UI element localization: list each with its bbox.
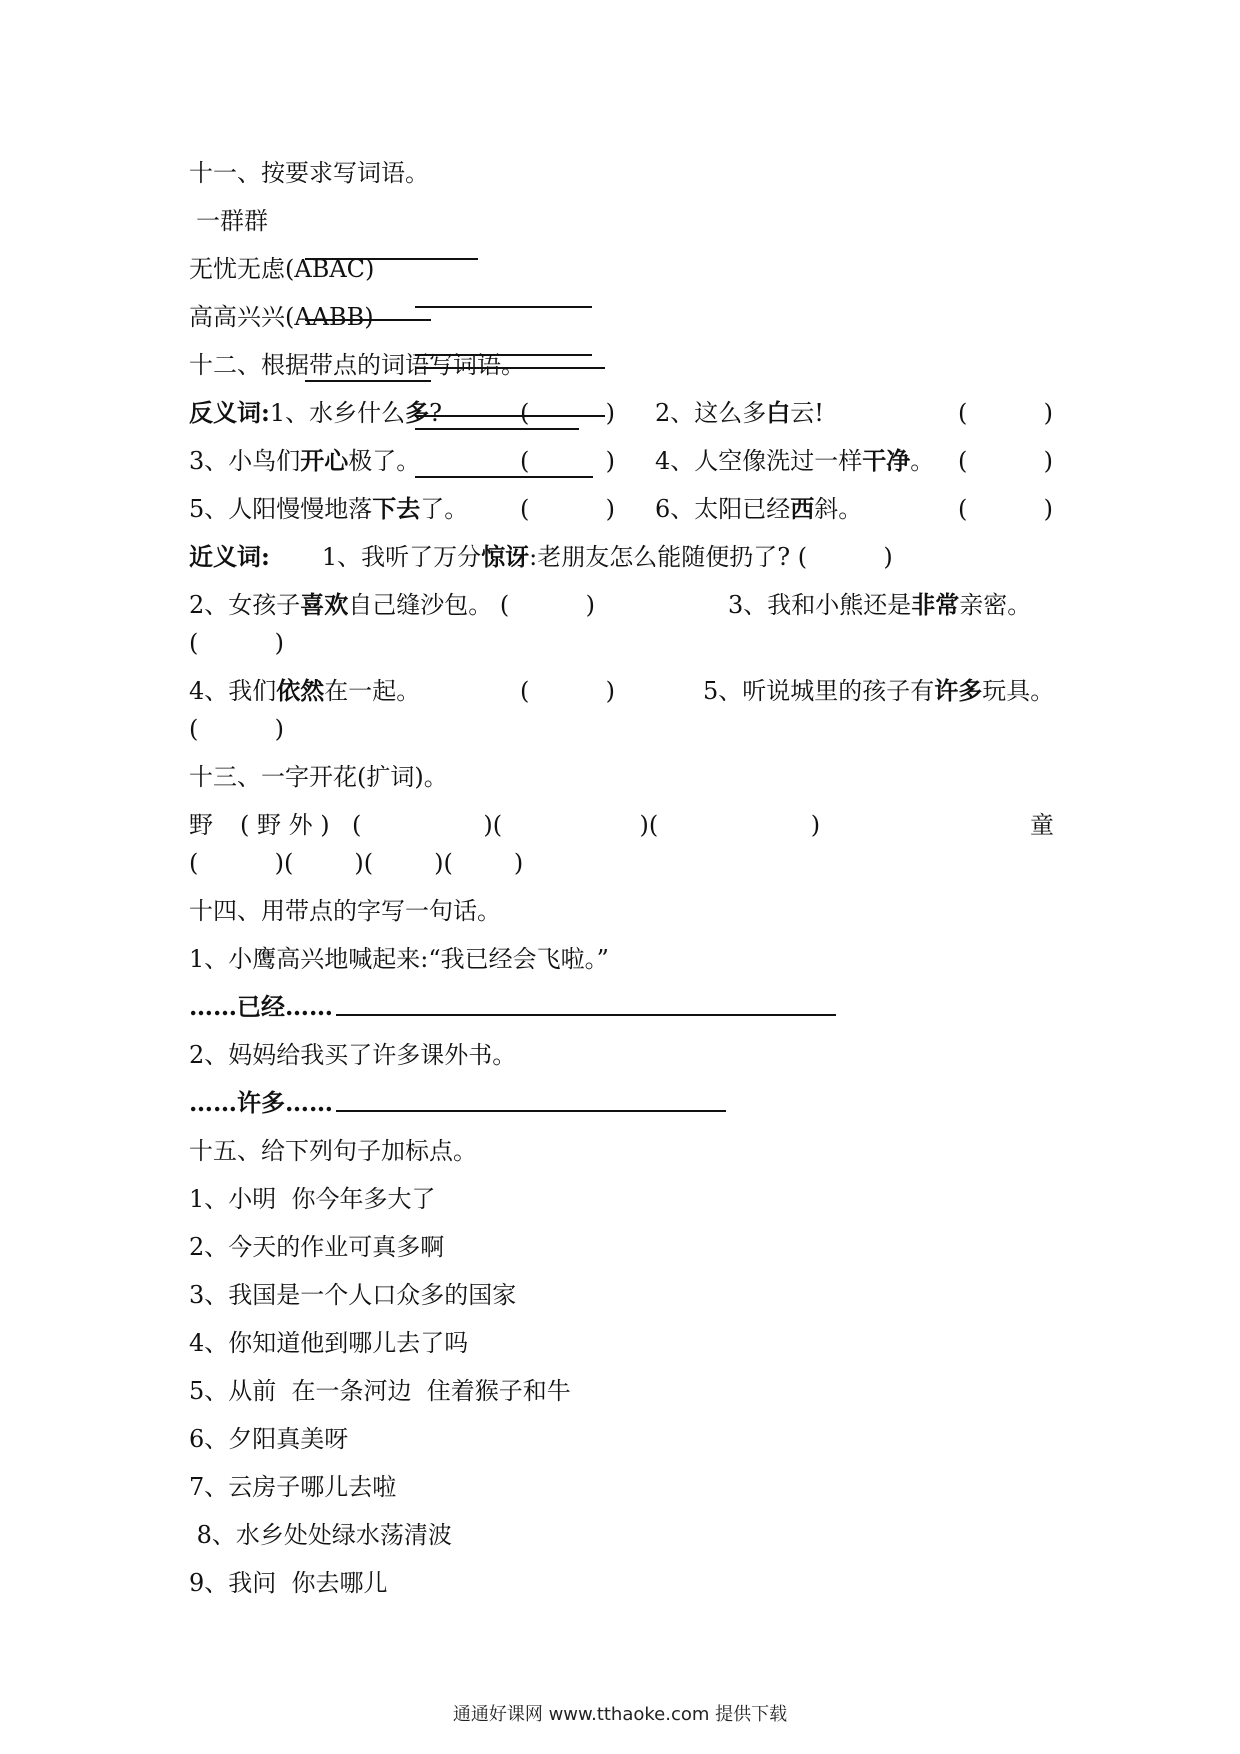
answer-blank[interactable]	[336, 1088, 726, 1119]
answer-paren[interactable]: ( )	[958, 447, 1054, 475]
q15-item: 9、我问 你去哪儿	[189, 1569, 388, 1597]
dotted-word: 多	[405, 398, 430, 427]
q13-example: ( 野 外 )	[240, 811, 330, 839]
q12-item-3: 3、小鸟们开心极了。	[189, 446, 421, 475]
answer-paren[interactable]: ( )	[520, 447, 616, 475]
q11-row-1-label: 一群群	[196, 207, 268, 235]
q15-item: 7、云房子哪儿去啦	[189, 1473, 397, 1501]
q13-title: 十三、一字开花(扩词)。	[189, 763, 448, 791]
q15-item: 8、水乡处处绿水荡清波	[189, 1521, 452, 1549]
expand-blank[interactable]: ( )( )( )	[352, 811, 821, 839]
q12-item-2: 2、这么多白云!	[655, 398, 824, 427]
page-footer[interactable]: 通通好课网 www.tthaoke.com 提供下载	[452, 1704, 788, 1725]
dotted-word: 开心	[300, 446, 349, 475]
answer-blank[interactable]	[336, 992, 836, 1023]
expand-blank-row[interactable]: ( )( )( )( )	[189, 849, 524, 877]
q12-syn-5: 5、听说城里的孩子有许多玩具。	[703, 676, 1055, 705]
q14-sentence-2: 2、妈妈给我买了许多课外书。	[189, 1041, 517, 1069]
answer-paren[interactable]: ( )	[189, 715, 285, 743]
answer-paren[interactable]: ( )	[499, 591, 595, 619]
q12-syn-2: 2、女孩子喜欢自己缝沙包。 ( )	[189, 590, 595, 619]
answer-paren[interactable]: ( )	[520, 677, 616, 705]
q15-item: 4、你知道他到哪儿去了吗	[189, 1329, 469, 1357]
answer-paren[interactable]: ( )	[520, 495, 616, 523]
q12-item-4: 4、人空像洗过一样干净。	[655, 446, 935, 475]
q14-key-1: ……已经……	[189, 992, 333, 1021]
q13-char-2: 童	[1030, 811, 1054, 839]
answer-paren[interactable]: ( )	[520, 399, 616, 427]
dotted-word: 惊讶	[481, 542, 530, 571]
antonym-label: 反义词:	[189, 398, 270, 427]
q14-title: 十四、用带点的字写一句话。	[189, 897, 501, 925]
q15-title: 十五、给下列句子加标点。	[189, 1137, 477, 1165]
synonym-label: 近义词:	[189, 542, 270, 571]
q14-sentence-1: 1、小鹰高兴地喊起来:“我已经会飞啦。”	[189, 945, 609, 973]
q15-item: 5、从前 在一条河边 住着猴子和牛	[189, 1377, 571, 1405]
dotted-word: 西	[790, 494, 815, 523]
q15-item: 2、今天的作业可真多啊	[189, 1233, 445, 1261]
q12-item-5: 5、人阳慢慢地落下去了。	[189, 494, 469, 523]
dotted-word: 依然	[276, 676, 325, 705]
answer-paren[interactable]: ( )	[797, 543, 893, 571]
q11-row-3-label: 高高兴兴(AABB)	[189, 303, 374, 331]
q12-item-6: 6、太阳已经西斜。	[655, 494, 863, 523]
q15-item: 3、我国是一个人口众多的国家	[189, 1281, 517, 1309]
dotted-word: 干净	[862, 446, 911, 475]
q12-title: 十二、根据带点的词语写词语。	[189, 351, 525, 379]
q12-item-1: 反义词:1、水乡什么多?	[189, 398, 443, 427]
dotted-word: 白	[766, 398, 791, 427]
q11-title: 十一、按要求写词语。	[189, 159, 429, 187]
dotted-word: 许多	[934, 676, 983, 705]
answer-paren[interactable]: ( )	[958, 495, 1054, 523]
answer-paren[interactable]: ( )	[189, 629, 285, 657]
q12-syn-3: 3、我和小熊还是非常亲密。	[728, 590, 1032, 619]
q11-row-2-label: 无忧无虑(ABAC)	[189, 255, 375, 283]
dotted-word: 下去	[372, 494, 421, 523]
q15-item: 1、小明 你今年多大了	[189, 1185, 436, 1213]
q13-char-1: 野	[189, 811, 213, 839]
dotted-word: 喜欢	[300, 590, 349, 619]
q15-item: 6、夕阳真美呀	[189, 1425, 349, 1453]
q14-key-2: ……许多……	[189, 1088, 333, 1117]
dotted-word: 非常	[911, 590, 960, 619]
q12-syn-1: 近义词: 1、我听了万分惊讶:老朋友怎么能随便扔了? ( )	[189, 542, 893, 571]
answer-paren[interactable]: ( )	[958, 399, 1054, 427]
q12-syn-4: 4、我们依然在一起。	[189, 676, 421, 705]
